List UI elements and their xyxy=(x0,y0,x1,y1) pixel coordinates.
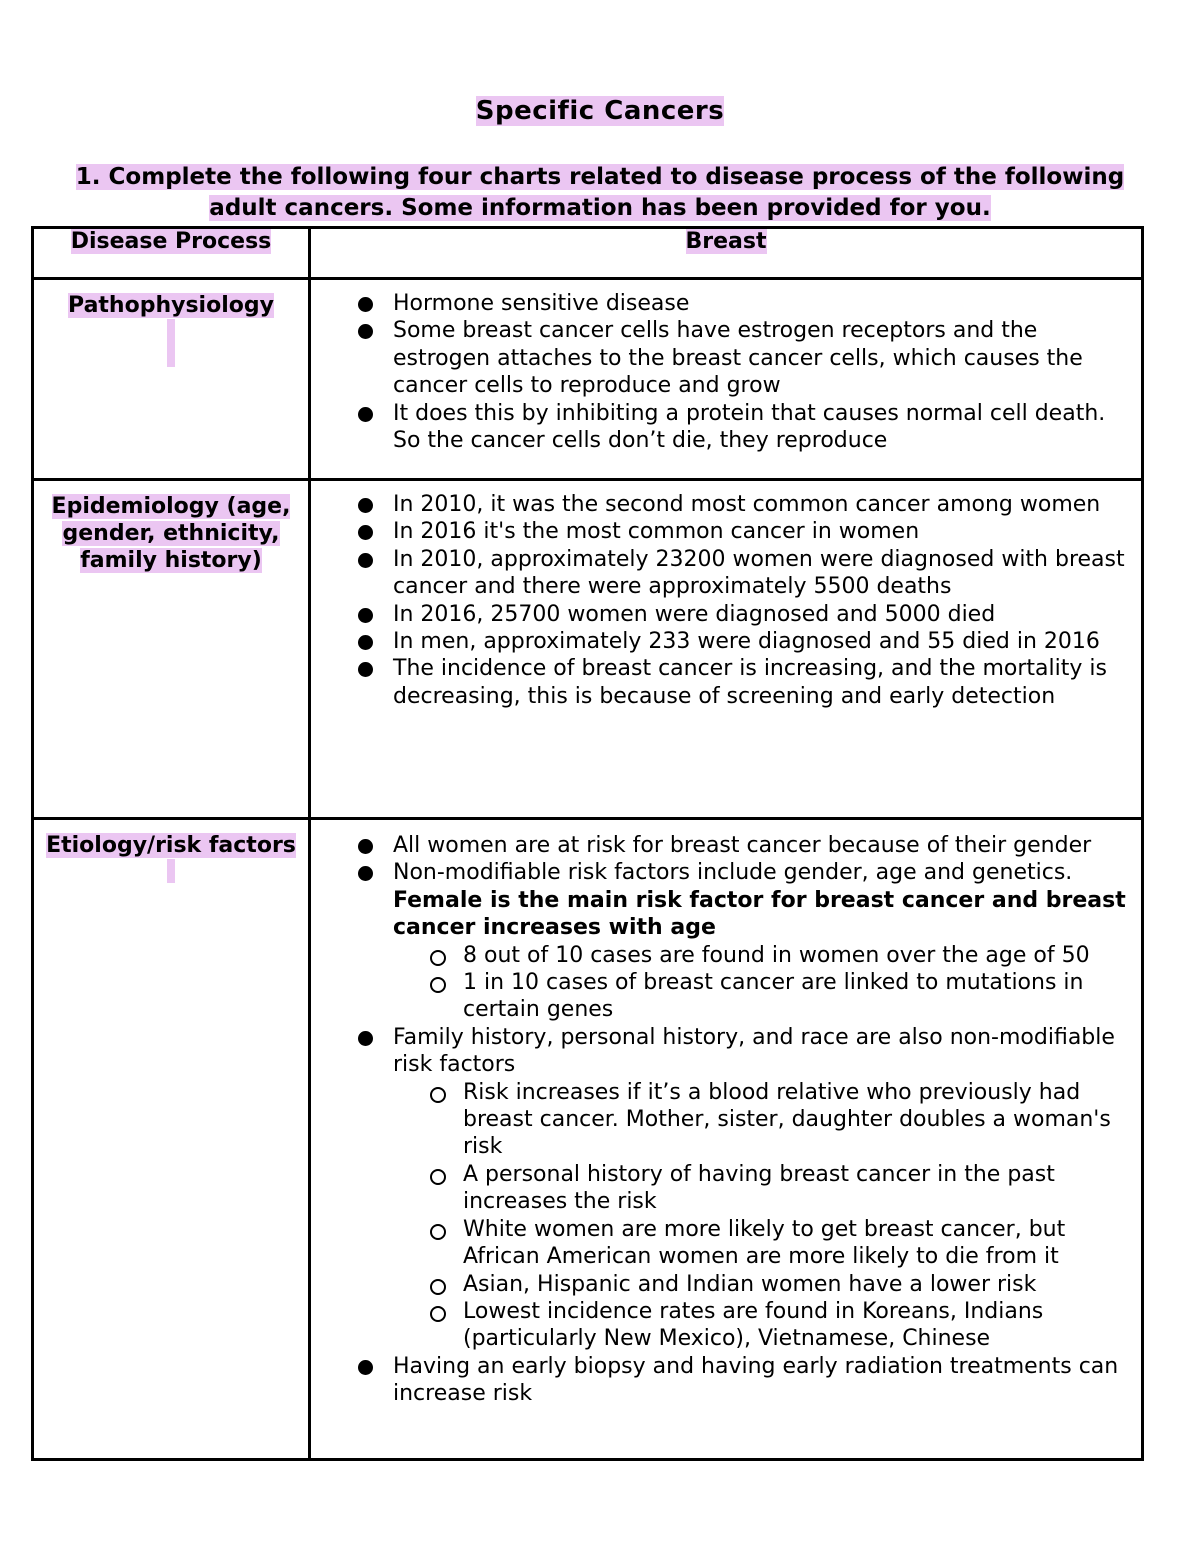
row-label-epidemiology: Epidemiology (age, gender, ethnicity, family history) xyxy=(33,480,310,819)
list-item: In 2016, 25700 women were diagnosed and 5000 died xyxy=(311,601,1127,628)
highlight-marker xyxy=(167,859,175,883)
header-breast: Breast xyxy=(310,228,1143,279)
page-title: Specific Cancers xyxy=(475,96,725,126)
list-item: Hormone sensitive disease xyxy=(311,290,1127,317)
table-row-etiology xyxy=(33,819,1143,1460)
list-item: The incidence of breast cancer is increasing, and the mortality is decreasing, this is because of screening and early detection xyxy=(311,655,1127,710)
bold-statement: Female is the main risk factor for breast cancer and breast cancer increases with age xyxy=(393,887,1126,941)
list-item: In 2016 it's the most common cancer in women xyxy=(311,518,1127,545)
list-item: Family history, personal history, and race are also non-modifiable risk factors Risk increases if it’s a blood relative who previously had breast cancer. Mother, sister, daughter doubles a woman's risk A personal history of having breast cancer in the past increases the risk White women are more likely to get breast cancer, but African American women are more likely to die from it Asian, Hispanic and Indian women have a lower risk Lowest incidence rates are found in Koreans, Indians (particularly New Mexico), Vietnamese, Chinese xyxy=(311,1024,1127,1353)
instruction-text: 1. Complete the following four charts related to disease process of the following adult cancers. Some information has been provided for you. xyxy=(75,164,1125,221)
list-item: Non-modifiable risk factors include gender, age and genetics. Female is the main risk factor for breast cancer and breast cancer increases with age 8 out of 10 cases are found in women over the age of 50 1 in 10 cases of breast cancer are linked to mutations in certain genes xyxy=(311,859,1127,1023)
table-row-pathophysiology xyxy=(33,279,1143,480)
list-item: All women are at risk for breast cancer because of their gender xyxy=(311,832,1127,859)
pathophysiology-content xyxy=(310,279,1143,480)
sub-list-item: Asian, Hispanic and Indian women have a lower risk xyxy=(393,1271,1127,1298)
list-item: In men, approximately 233 were diagnosed and 55 died in 2016 xyxy=(311,628,1127,655)
header-disease-process: Disease Process xyxy=(33,228,310,279)
sub-list-item: 1 in 10 cases of breast cancer are linked to mutations in certain genes xyxy=(393,969,1127,1024)
list-item: Having an early biopsy and having early radiation treatments can increase risk xyxy=(311,1353,1127,1408)
sub-list-item: Lowest incidence rates are found in Koreans, Indians (particularly New Mexico), Vietnamese, Chinese xyxy=(393,1298,1127,1353)
disease-process-table xyxy=(31,226,1144,1461)
table-row-epidemiology xyxy=(33,480,1143,819)
list-item: In 2010, approximately 23200 women were diagnosed with breast cancer and there were approximately 5500 deaths xyxy=(311,546,1127,601)
row-label-etiology: Etiology/risk factors xyxy=(33,819,310,1460)
sub-list-item: Risk increases if it’s a blood relative who previously had breast cancer. Mother, sister, daughter doubles a woman's risk xyxy=(393,1079,1127,1161)
list-item: In 2010, it was the second most common cancer among women xyxy=(311,491,1127,518)
highlight-marker xyxy=(167,319,175,367)
sub-list-item: White women are more likely to get breast cancer, but African American women are more likely to die from it xyxy=(393,1216,1127,1271)
sub-list-item: A personal history of having breast cancer in the past increases the risk xyxy=(393,1161,1127,1216)
list-item: It does this by inhibiting a protein that causes normal cell death. So the cancer cells don’t die, they reproduce xyxy=(311,400,1127,455)
table-header-row xyxy=(33,228,1143,279)
list-item: Some breast cancer cells have estrogen receptors and the estrogen attaches to the breast cancer cells, which causes the cancer cells to reproduce and grow xyxy=(311,317,1127,399)
epidemiology-content xyxy=(310,480,1143,819)
sub-list-item: 8 out of 10 cases are found in women over the age of 50 xyxy=(393,942,1127,969)
row-label-pathophysiology: Pathophysiology xyxy=(33,279,310,480)
etiology-content xyxy=(310,819,1143,1460)
